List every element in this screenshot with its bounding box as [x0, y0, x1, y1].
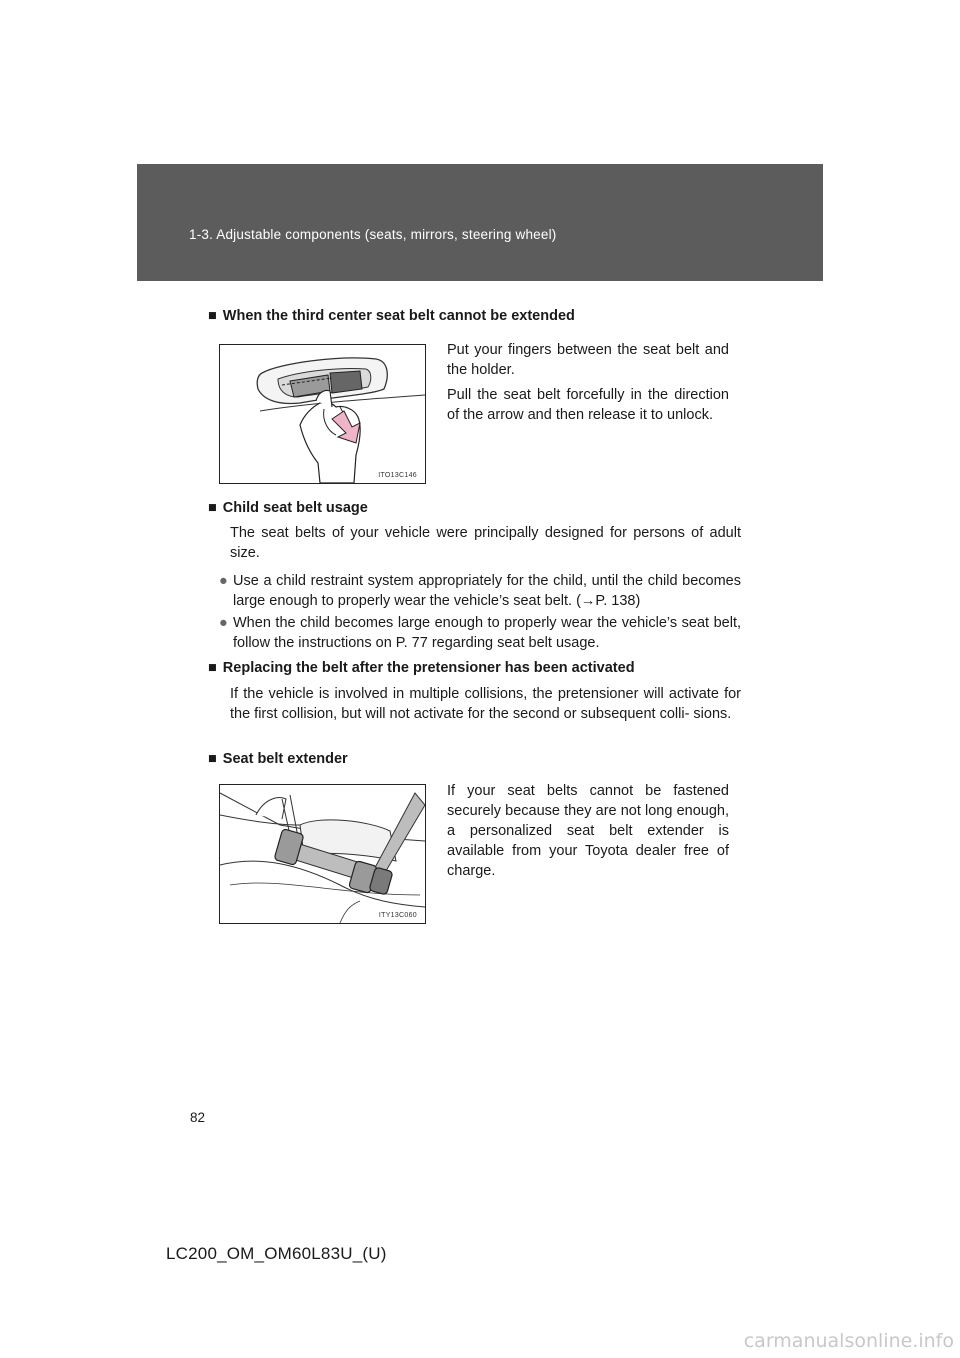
- third-center-instruction-2: Pull the seat belt forcefully in the direction of the arrow and then release it to unlock.: [447, 387, 729, 423]
- heading-square-icon: ■: [208, 500, 217, 516]
- footer-doc-code: LC200_OM_OM60L83U_(U): [166, 1244, 387, 1263]
- heading-square-icon: ■: [208, 308, 217, 324]
- page-number: 82: [190, 1110, 206, 1125]
- figure-code: ITY13C060: [378, 912, 417, 919]
- extender-body: If your seat belts cannot be fastened securely because they are not long enough, a personalized seat belt extender is available from your Toyota dealer free of charge.: [447, 783, 729, 879]
- figure-third-center-belt: [219, 344, 426, 484]
- figure-code: ITO13C146: [378, 472, 417, 479]
- child-bullet-2: ● When the child becomes large enough to properly wear the vehicle’s seat belt, follow the instructions on P. 77 regarding seat belt usage.: [219, 615, 741, 651]
- section-heading-replacing: ■ Replacing the belt after the pretensioner has been activated: [208, 660, 635, 676]
- third-center-instruction-1: Put your fingers between the seat belt and the holder.: [447, 342, 729, 378]
- heading-square-icon: ■: [208, 660, 217, 676]
- section-heading-third-center: ■ When the third center seat belt cannot be extended: [208, 308, 575, 324]
- section-heading-extender: ■ Seat belt extender: [208, 751, 348, 767]
- bullet-icon: ●: [219, 573, 228, 589]
- watermark: carmanualsonline.info: [743, 1330, 954, 1352]
- child-intro: The seat belts of your vehicle were principally designed for persons of adult size.: [230, 525, 741, 561]
- hand-pulling-belt-illustration: [220, 345, 425, 483]
- bullet-icon: ●: [219, 615, 228, 631]
- heading-square-icon: ■: [208, 751, 217, 767]
- section-heading-child: ■ Child seat belt usage: [208, 500, 368, 516]
- child-bullet-1: ● Use a child restraint system appropriately for the child, until the child becomes large enough to properly wear the vehicle’s seat belt. (→P. 138): [219, 573, 741, 609]
- replacing-body: If the vehicle is involved in multiple collisions, the pretensioner will activate for the first collision, but will not activate for the second or subsequent colli- sions.: [230, 686, 741, 722]
- header-title: 1-3. Adjustable components (seats, mirrors, steering wheel): [189, 227, 557, 242]
- seat-belt-extender-illustration: [220, 785, 425, 923]
- figure-seat-belt-extender: [219, 784, 426, 924]
- page-header: [137, 164, 823, 281]
